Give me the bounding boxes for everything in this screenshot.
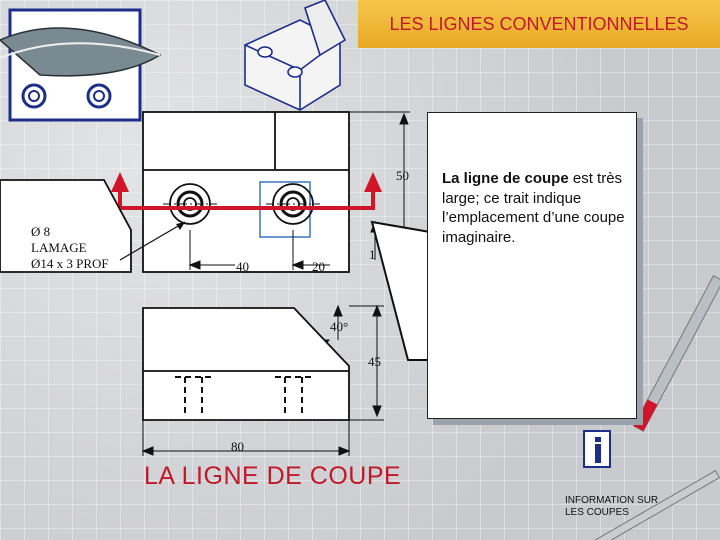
- angle-40: 40°: [330, 319, 349, 334]
- info-icon-bar: [595, 444, 601, 463]
- callout-rest-text: est très large; ce trait indique l’emplacement d’une coupe imaginaire.: [442, 170, 625, 246]
- front-view: [143, 308, 349, 420]
- top-view: [143, 112, 349, 272]
- background-sketch-left: [0, 10, 160, 120]
- page-title: LES LIGNES CONVENTIONNELLES: [389, 13, 689, 34]
- cutting-arrow-left: [111, 172, 129, 192]
- dimension-1: 1: [369, 247, 376, 262]
- dimension-40: 40: [236, 259, 249, 274]
- note-counterbore: Ø14 x 3 PROF: [31, 256, 109, 271]
- note-diameter: Ø 8: [31, 224, 51, 239]
- info-icon[interactable]: [583, 430, 611, 468]
- pen-decoration: [634, 276, 720, 431]
- callout-text: [442, 169, 627, 247]
- note-lamage: LAMAGE: [31, 240, 87, 255]
- dimension-50: 50: [396, 168, 409, 183]
- info-link[interactable]: INFORMATION SUR LES COUPES: [565, 495, 659, 518]
- dimension-80: 80: [231, 439, 244, 454]
- background-sketch-block: [245, 0, 345, 110]
- info-icon-dot: [595, 437, 601, 442]
- callout-bold-text: La ligne de coupe: [442, 170, 569, 187]
- callout-pointer: [372, 222, 432, 360]
- section-title: LA LIGNE DE COUPE: [144, 462, 402, 490]
- callout-box: [427, 112, 637, 419]
- dimension-20: 20: [312, 259, 325, 274]
- dimension-45: 45: [368, 354, 381, 369]
- cutting-arrow-right: [364, 172, 382, 192]
